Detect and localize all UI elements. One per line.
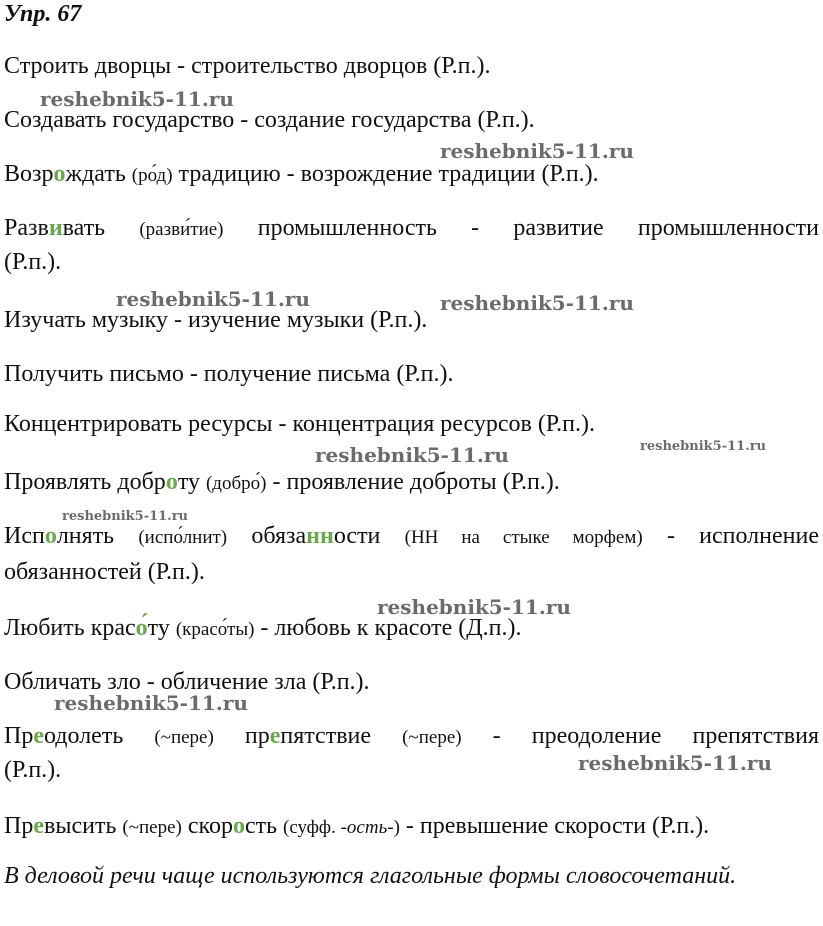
highlighted-letter: о xyxy=(44,523,57,549)
text-part: Возр xyxy=(4,161,54,187)
highlighted-letter: о xyxy=(165,469,178,495)
text-part: сть xyxy=(244,813,284,839)
text-part: ости xyxy=(333,523,405,549)
phrase-line-12 xyxy=(4,720,819,754)
highlighted-letter: е xyxy=(269,723,281,749)
check-word: (разви́тие) xyxy=(139,219,224,240)
text-part: (суфф. - xyxy=(283,817,347,838)
phrase-line-12-cont: (Р.п.). xyxy=(4,757,62,783)
check-word: (ро́д) xyxy=(131,165,173,186)
text-part: ту xyxy=(147,615,176,641)
phrase-line-2: Создавать государство - создание государства (Р.п.). xyxy=(4,107,535,133)
text-part: - исполнение xyxy=(642,523,819,549)
check-word: (красо́ты) xyxy=(175,619,255,640)
text-part: - любовь к красоте (Д.п.). xyxy=(254,615,522,641)
highlighted-letter: о xyxy=(232,813,245,839)
watermark: reshebnik5-11.ru xyxy=(578,751,772,775)
text-part: обяза xyxy=(227,523,307,549)
phrase-line-6: Получить письмо - получение письма (Р.п.). xyxy=(4,361,454,387)
text-part: Пр xyxy=(4,813,34,839)
highlighted-letter: нн xyxy=(306,523,334,549)
text-part: традицию - возрождение традиции (Р.п.). xyxy=(172,161,599,187)
text-part: ждать xyxy=(65,161,132,187)
highlighted-letter: е xyxy=(33,813,44,839)
watermark: reshebnik5-11.ru xyxy=(377,595,571,619)
text-part: Разв xyxy=(4,215,49,241)
text-part: вать xyxy=(62,215,140,241)
suffix: ость- xyxy=(346,817,394,838)
watermark: reshebnik5-11.ru xyxy=(40,87,234,111)
watermark: reshebnik5-11.ru xyxy=(640,439,767,454)
phrase-line-4-cont: (Р.п.). xyxy=(4,249,62,275)
watermark: reshebnik5-11.ru xyxy=(440,139,634,163)
text-part: пр xyxy=(213,723,270,749)
check-word: (~пере) xyxy=(154,727,214,748)
text-part: - преодоление препятствия xyxy=(461,723,819,749)
text-part: скор xyxy=(181,813,233,839)
phrase-line-8 xyxy=(4,466,819,500)
watermark: reshebnik5-11.ru xyxy=(54,691,248,715)
text-part: Исп xyxy=(4,523,45,549)
suffix-note xyxy=(283,817,400,838)
phrase-line-9 xyxy=(4,520,819,554)
highlighted-letter: е xyxy=(33,723,44,749)
check-word: (~пере) xyxy=(122,817,182,838)
rule-note: (НН на стыке морфем) xyxy=(404,527,643,548)
highlighted-letter: о xyxy=(53,161,66,187)
highlighted-letter: о́ xyxy=(135,615,148,641)
phrase-line-4 xyxy=(4,212,819,246)
text-part: промышленность - развитие промышленности xyxy=(223,215,819,241)
phrase-line-11: Обличать зло - обличение зла (Р.п.). xyxy=(4,669,370,695)
text-part: лнять xyxy=(56,523,139,549)
text-part: - превышение скорости (Р.п.). xyxy=(399,813,710,839)
phrase-line-9-cont: обязанностей (Р.п.). xyxy=(4,559,205,585)
highlighted-letter: и xyxy=(48,215,63,241)
text-part: ту xyxy=(177,469,206,495)
phrase-line-7: Концентрировать ресурсы - концентрация ресурсов (Р.п.). xyxy=(4,411,595,437)
phrase-line-1: Строить дворцы - строительство дворцов (Р.п.). xyxy=(4,53,491,79)
text-part: ) xyxy=(393,817,400,838)
text-part: - проявление доброты (Р.п.). xyxy=(266,469,560,495)
text-part: одолеть xyxy=(44,723,155,749)
text-part: Любить крас xyxy=(4,615,136,641)
watermark: reshebnik5-11.ru xyxy=(116,287,310,311)
phrase-line-3 xyxy=(4,158,819,192)
exercise-title: Упр. 67 xyxy=(4,1,82,27)
conclusion-note: В деловой речи чаще используются глагольные формы словосочетаний. xyxy=(4,863,737,889)
watermark: reshebnik5-11.ru xyxy=(62,509,189,524)
check-word: (испо́лнит) xyxy=(138,527,228,548)
text-part: пятствие xyxy=(280,723,403,749)
watermark: reshebnik5-11.ru xyxy=(440,291,634,315)
watermark: reshebnik5-11.ru xyxy=(315,443,509,467)
text-part: высить xyxy=(44,813,123,839)
text-part: Проявлять добр xyxy=(4,469,166,495)
check-word: (~пере) xyxy=(402,727,462,748)
text-part: Пр xyxy=(4,723,34,749)
check-word: (добро́) xyxy=(205,473,267,494)
phrase-line-13 xyxy=(4,810,819,844)
phrase-line-5: Изучать музыку - изучение музыки (Р.п.). xyxy=(4,307,428,333)
